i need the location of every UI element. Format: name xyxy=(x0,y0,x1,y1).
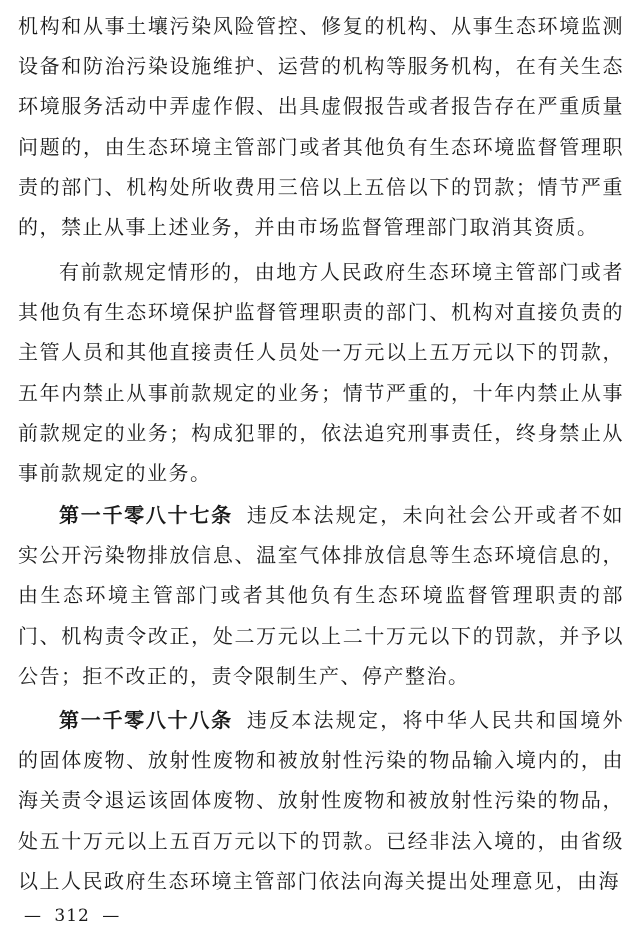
page-number: 312 xyxy=(54,906,90,926)
article-1087 xyxy=(18,495,624,696)
paragraph-continuation: 机构和从事土壤污染风险管控、修复的机构、从事生态环境监测设备和防治污染设施维护、运营的机构等服务机构，在有关生态环境服务活动中弄虚作假、出具虚假报告或者报告存在严重质量问题的，由生态环境主管部门或者其他负有生态环境监督管理职责的部门、机构处所收费用三倍以上五倍以下的罚款；情节严重的，禁止从事上述业务，并由市场监督管理部门取消其资质。 xyxy=(18,14,624,240)
footer-dash-left: — xyxy=(24,906,42,926)
article-1087-text: 违反本法规定，未向社会公开或者不如实公开污染物排放信息、温室气体排放信息等生态环境信息的，由生态环境主管部门或者其他负有生态环境监督管理职责的部门、机构责令改正，处二万元以上二十万元以下的罚款，并予以公告；拒不改正的，责令限制生产、停产整治。 xyxy=(18,503,625,688)
article-1088-text: 违反本法规定，将中华人民共和国境外的固体废物、放射性废物和被放射性污染的物品输入境内的，由海关责令退运该固体废物、放射性废物和被放射性污染的物品，处五十万元以上五百万元以下的罚款。已经非法入境的，由省级以上人民政府生态环境主管部门依法向海关提出处理意见，由海 xyxy=(18,708,625,893)
paragraph-second: 有前款规定情形的，由地方人民政府生态环境主管部门或者其他负有生态环境保护监督管理职责的部门、机构对直接负责的主管人员和其他直接责任人员处一万元以上五万元以下的罚款，五年内禁止从事前款规定的业务；情节严重的，十年内禁止从事前款规定的业务；构成犯罪的，依法追究刑事责任，终身禁止从事前款规定的业务。 xyxy=(18,260,624,486)
article-1087-heading: 第一千零八十七条 xyxy=(59,503,233,527)
footer-dash-right: — xyxy=(102,906,121,926)
article-1088-heading: 第一千零八十八条 xyxy=(59,708,233,732)
article-1088 xyxy=(18,700,624,901)
page-footer xyxy=(18,906,126,926)
